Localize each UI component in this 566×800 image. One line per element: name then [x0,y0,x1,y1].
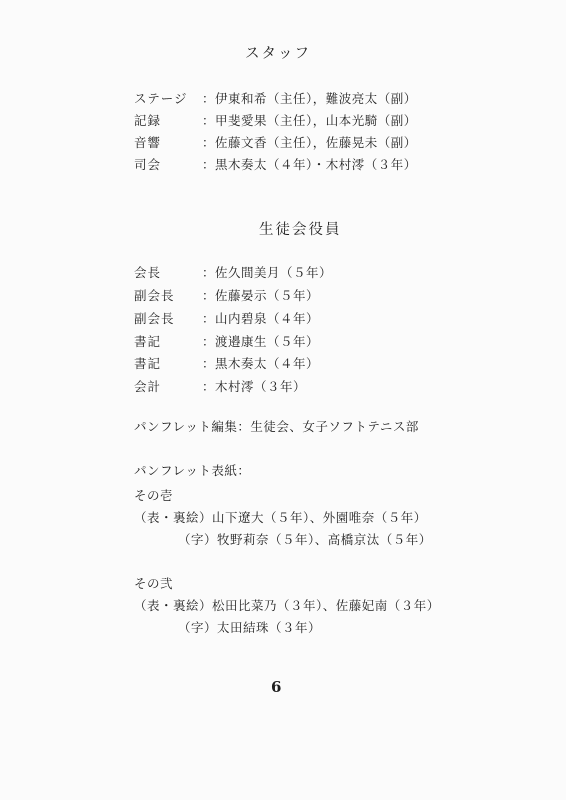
pamphlet-cover-heading: パンフレット表紙： [134,463,251,478]
council-heading: 生徒会役員 [259,222,342,238]
council-member: ：渡邉康生（５年） [202,334,320,349]
council-role-label: 会計 [134,379,162,394]
council-member: ：佐久間美月（５年） [202,265,333,280]
council-role-label: 書記 [134,334,162,349]
council-member: ：佐藤晏示（５年） [202,288,320,303]
cover-part1-title: その壱 [134,488,174,503]
staff-people: ：甲斐愛果（主任），山本光騎（副） [202,113,417,128]
page-number: 6 [271,678,282,696]
staff-heading: スタッフ [245,46,311,62]
staff-role-label: 記録 [134,113,162,128]
cover-part2-lettering: （字）太田結珠（３年） [178,620,322,635]
council-role-label: 書記 [134,356,162,371]
pamphlet-editing: パンフレット編集：生徒会、女子ソフトテニス部 [134,419,419,434]
cover-part1-lettering: （字）牧野莉奈（５年）、高橋京汰（５年） [178,532,432,547]
cover-part2-illustration: （表・裏絵）松田比菜乃（３年）、佐藤妃南（３年） [134,598,440,613]
council-role-label: 会長 [134,265,162,280]
staff-people: ：伊東和希（主任），難波亮太（副） [202,91,417,106]
council-member: ：木村澪（３年） [202,379,307,394]
staff-people: ：黒木奏太（４年）・木村澪（３年） [202,157,417,172]
staff-role-label: ステージ [134,91,188,106]
staff-people: ：佐藤文香（主任），佐藤晃未（副） [202,135,417,150]
council-role-label: 副会長 [134,288,175,303]
cover-part2-title: その弐 [134,576,174,591]
staff-role-label: 音響 [134,135,162,150]
cover-part1-illustration: （表・裏絵）山下遼大（５年）、外園唯奈（５年） [134,510,427,525]
staff-role-label: 司会 [134,157,162,172]
council-member: ：黒木奏太（４年） [202,356,320,371]
council-role-label: 副会長 [134,311,175,326]
council-member: ：山内碧泉（４年） [202,311,320,326]
